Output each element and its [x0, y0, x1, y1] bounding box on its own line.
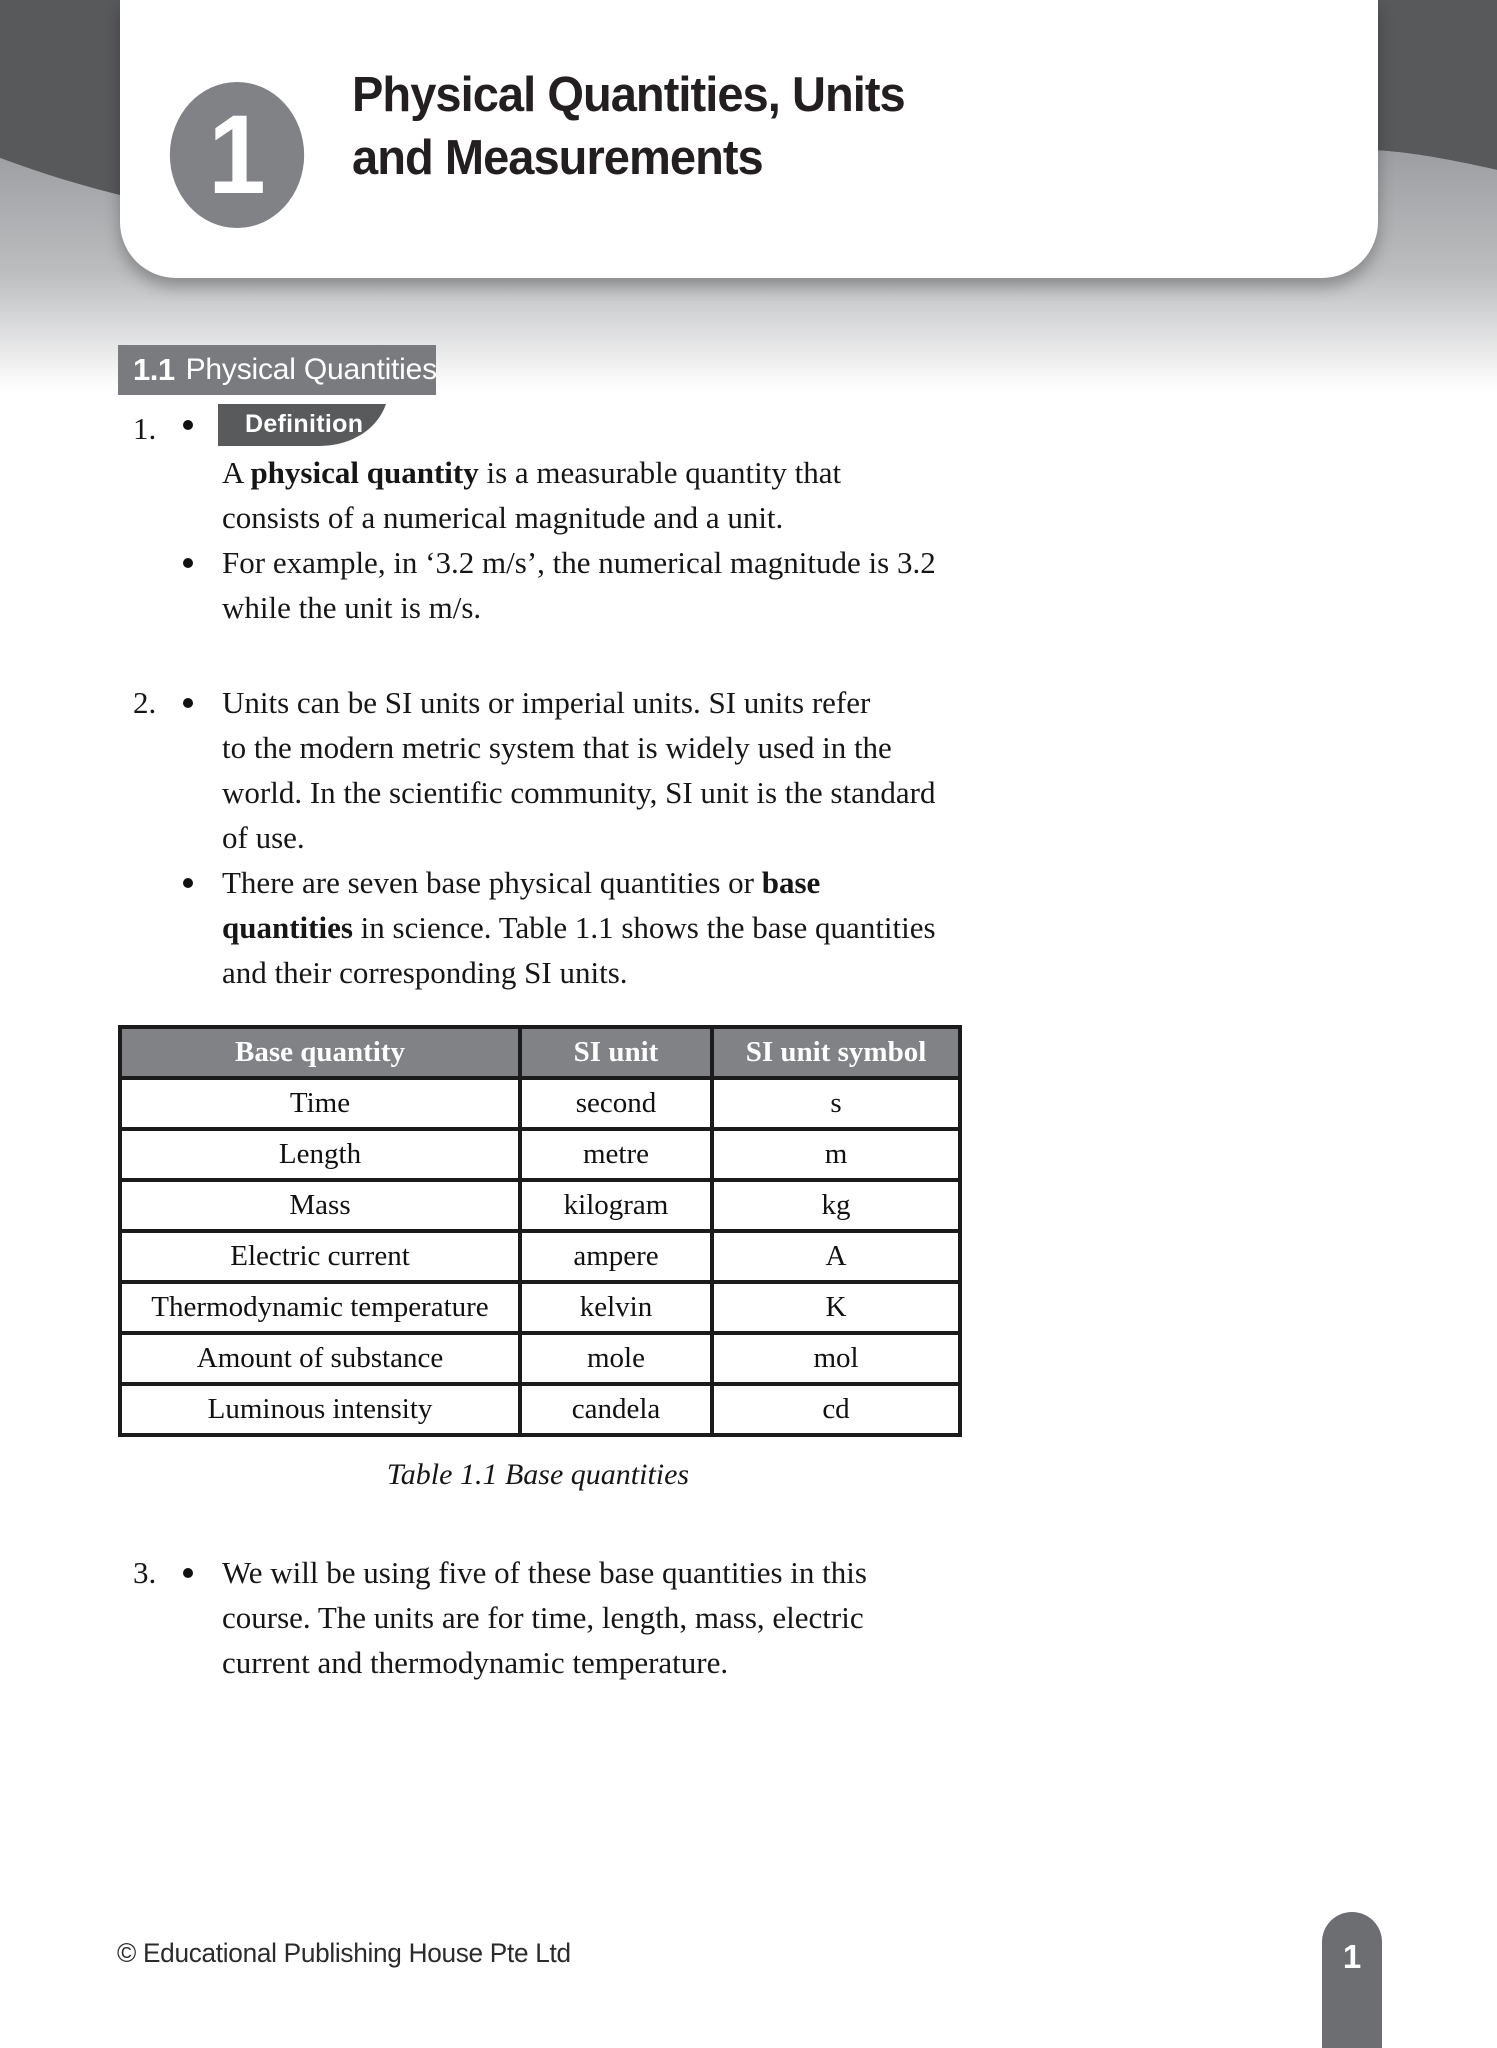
- cell-unit: second: [520, 1078, 712, 1129]
- cell-symbol: mol: [712, 1333, 960, 1384]
- chapter-header-card: [120, 0, 1378, 278]
- text-segment: in science. Table 1.1 shows the base quantities: [352, 910, 936, 945]
- cell-quantity: Time: [120, 1078, 520, 1129]
- item1-definition-text: [222, 450, 841, 540]
- bullet-icon: [183, 558, 193, 568]
- chapter-title: [352, 64, 905, 190]
- chapter-title-line2: and Measurements: [352, 131, 763, 185]
- section-heading: [118, 345, 436, 395]
- cell-unit: mole: [520, 1333, 712, 1384]
- bold-term: base: [761, 865, 821, 900]
- text-segment: and their corresponding SI units.: [222, 955, 628, 990]
- page-number: 1: [1342, 1938, 1362, 1975]
- cell-symbol: A: [712, 1231, 960, 1282]
- base-quantities-table: [118, 1025, 962, 1437]
- cell-symbol: kg: [712, 1180, 960, 1231]
- cell-unit: ampere: [520, 1231, 712, 1282]
- cell-symbol: K: [712, 1282, 960, 1333]
- cell-quantity: Amount of substance: [120, 1333, 520, 1384]
- cell-unit: candela: [520, 1384, 712, 1435]
- table-row: [120, 1078, 960, 1129]
- table-row: [120, 1282, 960, 1333]
- table-row: [120, 1333, 960, 1384]
- item2-base-quantities-text: [222, 860, 936, 995]
- cell-unit: metre: [520, 1129, 712, 1180]
- cell-unit: kelvin: [520, 1282, 712, 1333]
- text-segment: course. The units are for time, length, mass, electric: [222, 1600, 864, 1635]
- list-item-1-number: 1.: [133, 411, 157, 446]
- table-row: [120, 1384, 960, 1435]
- text-segment: world. In the scientific community, SI unit is the standard: [222, 775, 936, 810]
- bold-term: physical quantity: [250, 455, 479, 490]
- text-segment: Units can be SI units or imperial units. SI units refer: [222, 685, 871, 720]
- item2-units-text: [222, 680, 935, 860]
- bullet-icon: [183, 698, 193, 708]
- text-segment: We will be using five of these base quantities in this: [222, 1555, 867, 1590]
- cell-symbol: m: [712, 1129, 960, 1180]
- cell-unit: kilogram: [520, 1180, 712, 1231]
- cell-quantity: Luminous intensity: [120, 1384, 520, 1435]
- item1-example-text: [222, 540, 936, 630]
- table-header-row: [120, 1027, 960, 1078]
- section-title: Physical Quantities: [185, 353, 437, 386]
- table-header-si-unit: SI unit: [520, 1027, 712, 1078]
- table-header-base-quantity: Base quantity: [120, 1027, 520, 1078]
- definition-badge-label: Definition: [245, 410, 364, 438]
- text-segment: while the unit is m/s.: [222, 590, 482, 625]
- list-item-3-number: 3.: [133, 1555, 157, 1590]
- bullet-icon: [183, 420, 193, 430]
- table-row: [120, 1231, 960, 1282]
- text-segment: to the modern metric system that is widely used in the: [222, 730, 892, 765]
- table-row: [120, 1180, 960, 1231]
- text-segment: consists of a numerical magnitude and a unit.: [222, 500, 784, 535]
- text-segment: current and thermodynamic temperature.: [222, 1645, 729, 1680]
- cell-quantity: Electric current: [120, 1231, 520, 1282]
- table-row: [120, 1129, 960, 1180]
- section-number: 1.1: [133, 352, 175, 387]
- text-segment: There are seven base physical quantities or: [222, 865, 762, 900]
- copyright-notice: © Educational Publishing House Pte Ltd: [117, 1938, 571, 1968]
- text-segment: A: [222, 455, 251, 490]
- text-segment: is a measurable quantity that: [478, 455, 842, 490]
- cell-symbol: cd: [712, 1384, 960, 1435]
- chapter-number: 1: [208, 92, 266, 217]
- list-item-2-number: 2.: [133, 685, 157, 720]
- bold-term: quantities: [222, 910, 353, 945]
- chapter-number-badge: [170, 82, 304, 228]
- page-number-tab: [1322, 1912, 1382, 2048]
- cell-quantity: Thermodynamic temperature: [120, 1282, 520, 1333]
- bullet-icon: [183, 878, 193, 888]
- chapter-title-line1: Physical Quantities, Units: [352, 68, 905, 122]
- cell-symbol: s: [712, 1078, 960, 1129]
- bullet-icon: [183, 1568, 193, 1578]
- table-header-si-unit-symbol: SI unit symbol: [712, 1027, 960, 1078]
- text-segment: of use.: [222, 820, 305, 855]
- table-caption: Table 1.1 Base quantities: [386, 1458, 690, 1491]
- definition-badge: [218, 404, 386, 446]
- cell-quantity: Length: [120, 1129, 520, 1180]
- item3-course-text: [222, 1550, 867, 1685]
- cell-quantity: Mass: [120, 1180, 520, 1231]
- text-segment: For example, in ‘3.2 m/s’, the numerical magnitude is 3.2: [222, 545, 936, 580]
